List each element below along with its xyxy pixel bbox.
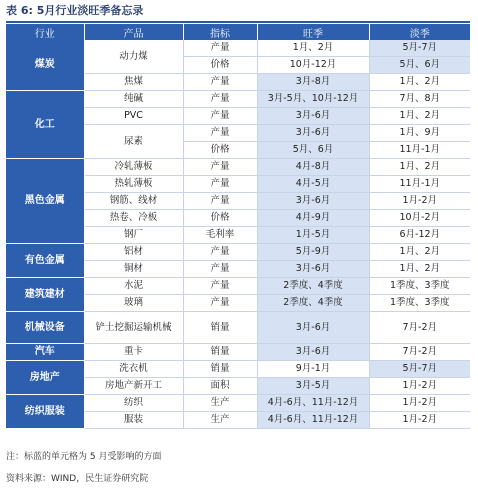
table-row	[6, 278, 470, 295]
indicator-cell: 产量	[183, 176, 257, 193]
industry-cell: 房地产	[6, 361, 84, 395]
off-cell: 11月-1月	[369, 176, 470, 193]
industry-cell: 汽车	[6, 344, 84, 361]
product-cell: 动力煤	[84, 40, 183, 74]
indicator-cell: 毛利率	[183, 227, 257, 244]
season-table	[6, 24, 470, 429]
off-cell: 1月、2月	[369, 159, 470, 176]
table-row	[6, 91, 470, 108]
peak-cell: 3月-6月	[257, 312, 369, 344]
indicator-cell: 价格	[183, 57, 257, 74]
indicator-cell: 产量	[183, 244, 257, 261]
off-cell: 1月、2月	[369, 74, 470, 91]
peak-cell: 4月-8月	[257, 159, 369, 176]
product-cell: 洗衣机	[84, 361, 183, 378]
off-cell: 5月-7月	[369, 40, 470, 57]
peak-cell: 3月-6月	[257, 125, 369, 142]
table-row	[6, 312, 470, 344]
off-cell: 10月-2月	[369, 210, 470, 227]
off-cell: 1季度、3季度	[369, 295, 470, 312]
indicator-cell: 产量	[183, 108, 257, 125]
peak-cell: 4月-5月	[257, 176, 369, 193]
product-cell: 水泥	[84, 278, 183, 295]
title-underline	[6, 21, 470, 23]
industry-cell: 煤炭	[6, 40, 84, 91]
off-cell: 1季度、3季度	[369, 278, 470, 295]
header-indicator: 指标	[183, 24, 257, 40]
header-row	[6, 24, 470, 40]
off-cell: 1月、2月	[369, 244, 470, 261]
table-row	[6, 244, 470, 261]
off-cell: 6月-12月	[369, 227, 470, 244]
indicator-cell: 产量	[183, 261, 257, 278]
product-cell: 钢筋、线材	[84, 193, 183, 210]
product-cell: 热卷、冷板	[84, 210, 183, 227]
peak-cell: 4月-6月、11月-12月	[257, 412, 369, 429]
product-cell: 冷轧薄板	[84, 159, 183, 176]
peak-cell: 3月-6月	[257, 344, 369, 361]
peak-cell: 3月-5月、10月-12月	[257, 91, 369, 108]
indicator-cell: 产量	[183, 91, 257, 108]
indicator-cell: 产量	[183, 159, 257, 176]
header-peak: 旺季	[257, 24, 369, 40]
off-cell: 7月、8月	[369, 91, 470, 108]
peak-cell: 5月、6月	[257, 142, 369, 159]
indicator-cell: 价格	[183, 210, 257, 227]
product-cell: 钢厂	[84, 227, 183, 244]
product-cell: 玻璃	[84, 295, 183, 312]
off-cell: 1月-2月	[369, 395, 470, 412]
indicator-cell: 产量	[183, 278, 257, 295]
table-title: 表 6: 5月行业淡旺季备忘录	[6, 4, 144, 17]
industry-cell: 机械设备	[6, 312, 84, 344]
table-note: 注：标蓝的单元格为 5 月受影响的方面	[6, 452, 162, 462]
indicator-cell: 产量	[183, 193, 257, 210]
table-row	[6, 40, 470, 57]
product-cell: 铝材	[84, 244, 183, 261]
industry-cell: 建筑建材	[6, 278, 84, 312]
indicator-cell: 面积	[183, 378, 257, 395]
off-cell: 1月-2月	[369, 193, 470, 210]
product-cell: 尿素	[84, 125, 183, 159]
product-cell: PVC	[84, 108, 183, 125]
product-cell: 铜材	[84, 261, 183, 278]
indicator-cell: 产量	[183, 74, 257, 91]
peak-cell: 3月-6月	[257, 193, 369, 210]
indicator-cell: 销量	[183, 344, 257, 361]
peak-cell: 3月-8月	[257, 74, 369, 91]
product-cell: 纯碱	[84, 91, 183, 108]
table-source: 资料来源：WIND，民生证券研究院	[6, 474, 149, 484]
industry-cell: 黑色金属	[6, 159, 84, 244]
peak-cell: 4月-6月、11月-12月	[257, 395, 369, 412]
table-row	[6, 344, 470, 361]
header-industry: 行业	[6, 24, 84, 40]
table-row	[6, 395, 470, 412]
indicator-cell: 产量	[183, 125, 257, 142]
peak-cell: 4月-9月	[257, 210, 369, 227]
indicator-cell: 销量	[183, 312, 257, 344]
table-row	[6, 361, 470, 378]
peak-cell: 10月-12月	[257, 57, 369, 74]
off-cell: 11月-1月	[369, 142, 470, 159]
peak-cell: 5月-9月	[257, 244, 369, 261]
peak-cell: 2季度、4季度	[257, 278, 369, 295]
product-cell: 纺织	[84, 395, 183, 412]
indicator-cell: 产量	[183, 295, 257, 312]
peak-cell: 1月-5月	[257, 227, 369, 244]
peak-cell: 1月、2月	[257, 40, 369, 57]
industry-cell: 有色金属	[6, 244, 84, 278]
off-cell: 1月、9月	[369, 125, 470, 142]
off-cell: 7月-2月	[369, 344, 470, 361]
peak-cell: 9月-1月	[257, 361, 369, 378]
table-row	[6, 159, 470, 176]
off-cell: 1月-2月	[369, 378, 470, 395]
indicator-cell: 生产	[183, 395, 257, 412]
industry-cell: 纺织服装	[6, 395, 84, 429]
header-product: 产品	[84, 24, 183, 40]
product-cell: 铲土挖掘运输机械	[84, 312, 183, 344]
peak-cell: 2季度、4季度	[257, 295, 369, 312]
indicator-cell: 产量	[183, 40, 257, 57]
product-cell: 房地产新开工	[84, 378, 183, 395]
product-cell: 服装	[84, 412, 183, 429]
peak-cell: 3月-6月	[257, 261, 369, 278]
table-body	[6, 40, 470, 429]
header-off: 淡季	[369, 24, 470, 40]
indicator-cell: 生产	[183, 412, 257, 429]
off-cell: 7月-2月	[369, 312, 470, 344]
industry-cell: 化工	[6, 91, 84, 159]
product-cell: 重卡	[84, 344, 183, 361]
indicator-cell: 销量	[183, 361, 257, 378]
off-cell: 1月、2月	[369, 108, 470, 125]
product-cell: 热轧薄板	[84, 176, 183, 193]
off-cell: 1月-2月	[369, 412, 470, 429]
off-cell: 1月、2月	[369, 261, 470, 278]
peak-cell: 3月-6月	[257, 108, 369, 125]
off-cell: 5月、6月	[369, 57, 470, 74]
off-cell: 5月-7月	[369, 361, 470, 378]
peak-cell: 3月-5月	[257, 378, 369, 395]
indicator-cell: 价格	[183, 142, 257, 159]
product-cell: 焦煤	[84, 74, 183, 91]
